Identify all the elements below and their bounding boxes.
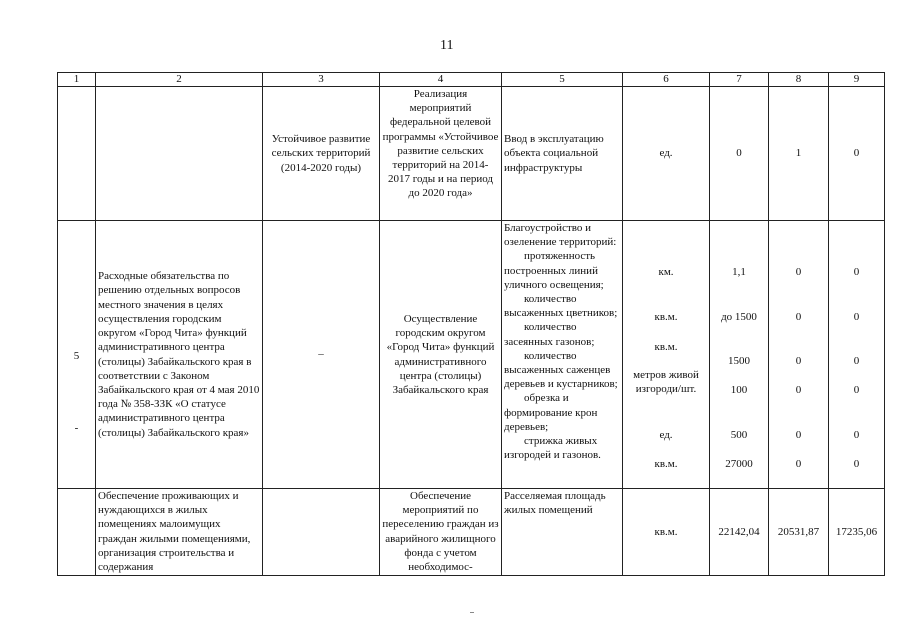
indicator-item: стрижка живых изгородей и газонов.: [504, 435, 601, 462]
page-number: 11: [440, 38, 454, 53]
value: 0: [853, 266, 860, 278]
indicator-item: протяженность построенных линий уличного освещения;: [504, 250, 604, 291]
header-row: [58, 73, 885, 87]
unit-value: км.: [658, 266, 674, 278]
indicator-item: количество высаженных цветников;: [504, 293, 618, 320]
value: 0: [795, 429, 802, 441]
table-row: [58, 87, 885, 221]
cell-value-2: [769, 221, 829, 489]
cell-value-3: [829, 221, 885, 489]
cell-obligation: Обеспечение проживающих и нуждающихся в жилых помещениях малоимущих граждан жилыми помещениями, организация строительства и содержания: [96, 489, 263, 576]
value: 0: [795, 355, 802, 367]
value: 27000: [725, 458, 753, 470]
cell-value-1: [710, 221, 769, 489]
cell-indicator: Ввод в эксплуатацию объекта социальной инфраструктуры: [502, 87, 623, 221]
header-cell-4: 4: [380, 73, 502, 87]
value: 500: [730, 429, 748, 441]
value: 0: [853, 311, 860, 323]
value: 0: [795, 266, 802, 278]
value: 0: [795, 384, 802, 396]
header-cell-8: 8: [769, 73, 829, 87]
header-cell-9: 9: [829, 73, 885, 87]
cell-unit: кв.м.: [623, 489, 710, 576]
value: 0: [853, 355, 860, 367]
unit-value: ед.: [659, 429, 673, 441]
value: 0: [853, 429, 860, 441]
value: 1500: [728, 355, 750, 367]
cell-obligation: [96, 87, 263, 221]
header-cell-2: 2: [96, 73, 263, 87]
header-cell-7: 7: [710, 73, 769, 87]
indicator-intro: Благоустройство и озеленение территорий:: [504, 222, 617, 249]
value: 0: [795, 458, 802, 470]
cell-activity: Обеспечение мероприятий по переселению граждан из аварийного жилищного фонда с учетом необходимос-: [380, 489, 502, 576]
cell-activity: Осуществление городским округом «Город Чита» функций административного центра (столицы) Забайкальского края: [380, 221, 502, 489]
cell-program: –: [263, 221, 380, 489]
cell-value-2: 1: [769, 87, 829, 221]
cell-number: [58, 489, 96, 576]
cell-number: [58, 221, 96, 489]
value: 0: [853, 458, 860, 470]
cell-value-2: 20531,87: [769, 489, 829, 576]
data-table: [57, 72, 885, 576]
cell-unit: ед.: [623, 87, 710, 221]
cell-program: Устойчивое развитие сельских территорий (2014-2020 годы): [263, 87, 380, 221]
cell-program: [263, 489, 380, 576]
cell-indicator: [502, 221, 623, 489]
indicator-item: количество высаженных саженцев деревьев и кустарников;: [504, 349, 618, 391]
indicator-item: обрезка и формирование крон деревьев;: [504, 392, 598, 433]
cell-value-1: 0: [710, 87, 769, 221]
value: до 1500: [721, 311, 757, 323]
cell-value-1: 22142,04: [710, 489, 769, 576]
unit-value: кв.м.: [654, 458, 678, 470]
scan-artifact: [470, 612, 474, 613]
unit-value: метров живой изгороди/шт.: [633, 369, 699, 396]
header-cell-5: 5: [502, 73, 623, 87]
cell-unit: [623, 221, 710, 489]
cell-activity: Реализация мероприятий федеральной целевой программы «Устойчивое развитие сельских территорий на 2014-2017 годы и на период до 2020 года»: [380, 87, 502, 221]
value: 0: [853, 384, 860, 396]
value: 1,1: [732, 266, 746, 278]
unit-value: кв.м.: [654, 311, 678, 323]
header-cell-3: 3: [263, 73, 380, 87]
cell-number: [58, 87, 96, 221]
header-cell-6: 6: [623, 73, 710, 87]
cell-obligation: Расходные обязательства по решению отдельных вопросов местного значения в целях осуществления городским округом «Город Чита» функций административного центра (столицы) Забайкальского края в соответствии с Законом Забайкальского края от 4 мая 2010 года № 358-ЗЗК «О статусе административного центра (столицы) Забайкальского края»: [96, 221, 263, 489]
row-number: 5: [73, 350, 80, 362]
table-row: [58, 221, 885, 489]
unit-value: кв.м.: [654, 341, 678, 353]
row-mark: -: [74, 422, 79, 434]
cell-value-3: 17235,06: [829, 489, 885, 576]
cell-indicator: Расселяемая площадь жилых помещений: [502, 489, 623, 576]
header-cell-1: 1: [58, 73, 96, 87]
table-row: [58, 489, 885, 576]
cell-value-3: 0: [829, 87, 885, 221]
value: 0: [795, 311, 802, 323]
value: 100: [730, 384, 748, 396]
indicator-item: количество засеянных газонов;: [504, 321, 595, 348]
